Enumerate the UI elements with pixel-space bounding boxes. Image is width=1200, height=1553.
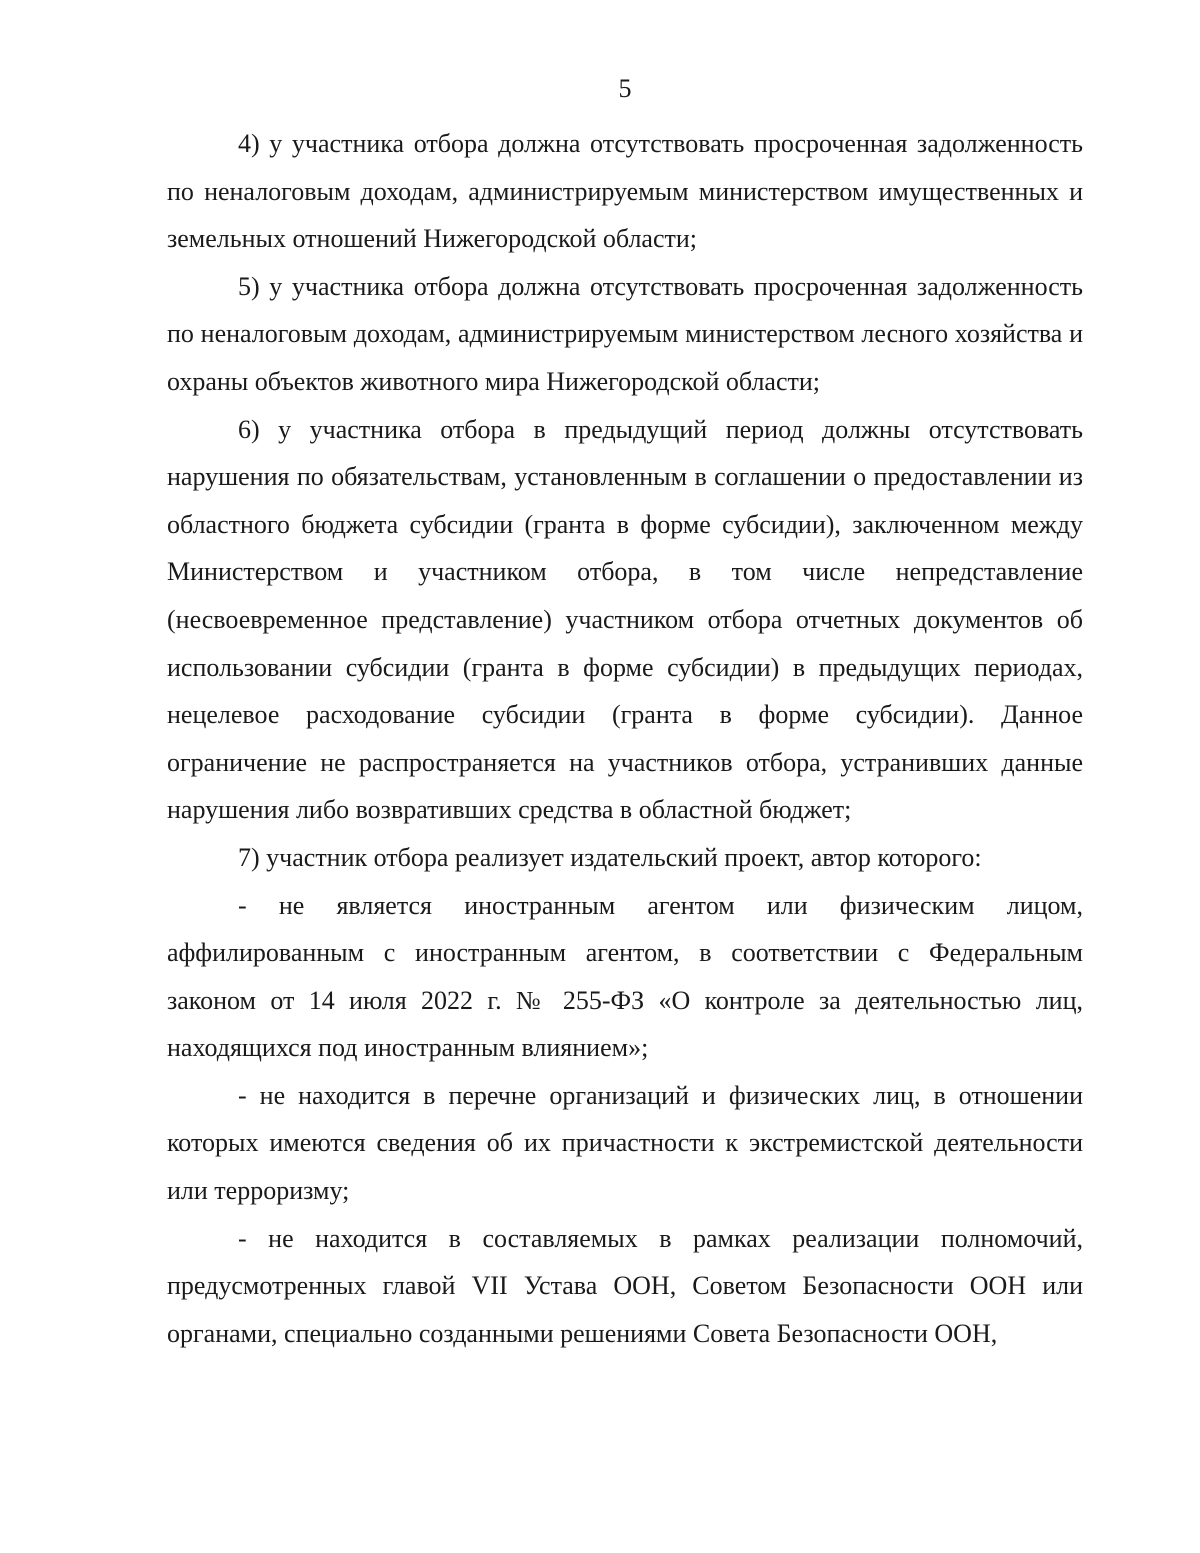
paragraph-item-4: 4) у участника отбора должна отсутствовать просроченная задолженность по неналоговым доходам, администрируемым министерством имущественных и земельных отношений Нижегородской области; bbox=[167, 129, 1083, 254]
paragraph-bullet-foreign-agent: - не является иностранным агентом или физическим лицом, аффилированным с иностранным агентом, в соответствии с Федеральным законом от 14 июля 2022 г. № 255-ФЗ «О контроле за деятельностью лиц, находящихся под иностранным влиянием»; bbox=[167, 890, 1083, 1063]
paragraph-item-7: 7) участник отбора реализует издательский проект, автор которого: bbox=[238, 842, 982, 872]
paragraph-bullet-extremism-list: - не находится в перечне организаций и физических лиц, в отношении которых имеются сведения об их причастности к экстремистской деятельности или терроризму; bbox=[167, 1080, 1083, 1206]
paragraph-item-5: 5) у участника отбора должна отсутствовать просроченная задолженность по неналоговым доходам, администрируемым министерством лесного хозяйства и охраны объектов животного мира Нижегородской области; bbox=[167, 271, 1083, 396]
page-number: 5 bbox=[618, 74, 632, 103]
document-body bbox=[167, 120, 1083, 1357]
paragraph-item-6: 6) у участника отбора в предыдущий период должны отсутствовать нарушения по обязательствам, установленным в соглашении о предоставлении из областного бюджета субсидии (гранта в форме субсидии), заключенном между Министерством и участником отбора, в том числе непредставление (несвоевременное представление) участником отбора отчетных документов об использовании субсидии (гранта в форме субсидии) в предыдущих периодах, нецелевое расходование субсидии (гранта в форме субсидии). Данное ограничение не распространяется на участников отбора, устранивших данные нарушения либо возвративших средства в областной бюджет; bbox=[167, 414, 1083, 825]
paragraph-bullet-un-lists: - не находится в составляемых в рамках реализации полномочий, предусмотренных главой VII Устава ООН, Советом Безопасности ООН или органами, специально созданными решениями Совета Безопасности ООН, bbox=[167, 1223, 1083, 1348]
